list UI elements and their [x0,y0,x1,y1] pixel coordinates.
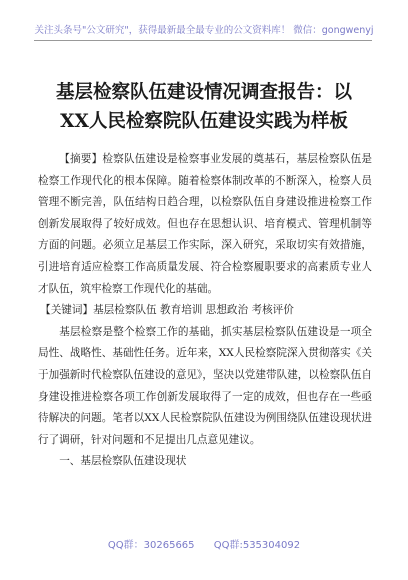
title-line-1: 基层检察队伍建设情况调查报告：以 [55,82,352,103]
header-divider [34,40,372,41]
title-line-2: XX人民检察院队伍建设实践为样板 [60,111,348,132]
footer-qq-group-2: QQ群:535304092 [213,540,301,551]
section-heading: 一、基层检察队伍建设现状 [59,455,187,468]
document-body [38,149,372,473]
intro-paragraph: 基层检察是整个检察工作的基础，抓实基层检察队伍建设是一项全局性、战略性、基础性任务。近年来，XX人民检察院深入贯彻落实《关于加强新时代检察队伍建设的意见》，坚决以党建带队建，以检察队伍自身建设推进检察各项工作创新发展取得了一定的成效，但也存在一些亟待解决的问题。笔者以XX人民检察院队伍建设为例围绕队伍建设现状进行了调研，针对问题和不足提出几点意见建议。 [38,325,372,446]
document-title [34,78,374,136]
abstract-paragraph: 【摘要】检察队伍建设是检察事业发展的奠基石，基层检察队伍是检察工作现代化的根本保障。随着检察体制改革的不断深入，检察人员管理不断完善，队伍结构日趋合理，以检察队伍自身建设推进检察工作创新发展取得了较好成效。但也存在思想认识、培育模式、管理机制等方面的问题。必须立足基层工作实际，深入研究，采取切实有效措施，引进培育适应检察工作高质量发展、符合检察履职要求的高素质专业人才队伍，筑牢检察工作现代化的基础。 [38,153,372,295]
footer [0,536,408,551]
footer-qq-group-1: QQ群：30265665 [107,540,195,551]
keywords-paragraph: 【关键词】基层检察队伍 教育培训 思想政治 考核评价 [40,304,294,317]
header-banner: 关注头条号"公文研究"，获得最新最全最专业的公文资料库！ 微信：gongwenyj [34,25,374,36]
